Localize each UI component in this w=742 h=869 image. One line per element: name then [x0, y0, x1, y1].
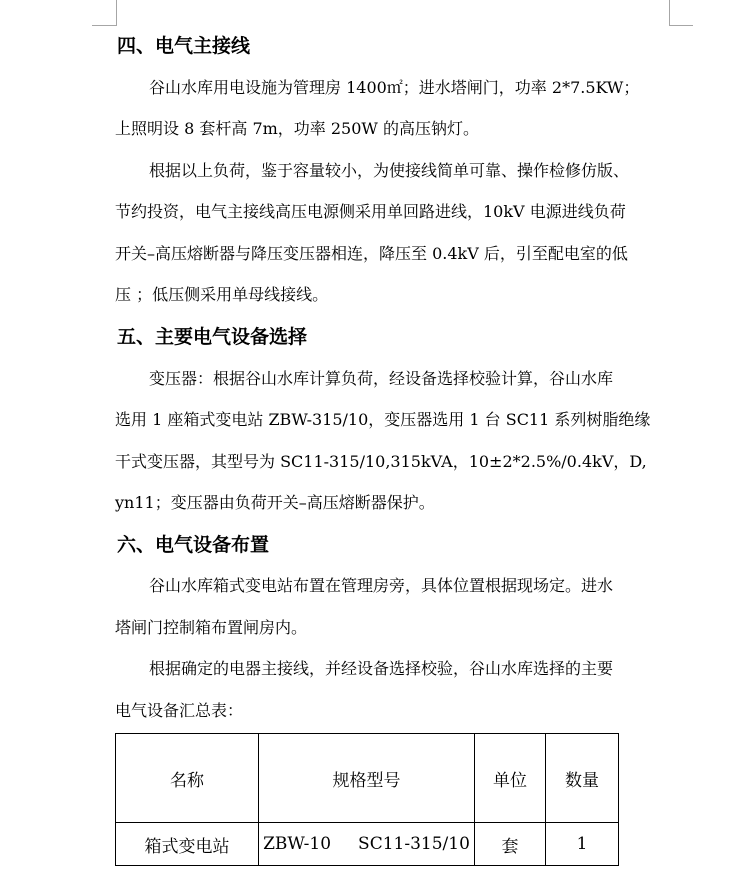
- table-header-row: [116, 734, 619, 823]
- paragraph-line: 电气设备汇总表：: [115, 701, 244, 720]
- table-header-cell-unit: 单位: [475, 734, 546, 823]
- section-heading-equipment-layout: 六、电气设备布置: [117, 534, 270, 556]
- table-cell-name: 箱式变电站: [116, 823, 259, 866]
- paragraph-line: 上照明设 8 套杆高 7m，功率 250W 的高压钠灯。: [115, 119, 479, 138]
- table-cell-spec: ZBW-10 SC11-315/10: [259, 823, 475, 866]
- table-header-cell-spec: 规格型号: [259, 734, 475, 823]
- paragraph-line: 选用 1 座箱式变电站 ZBW-315/10，变压器选用 1 台 SC11 系列树脂绝缘: [115, 410, 651, 429]
- margin-mark-top-right-horizontal: [669, 25, 693, 26]
- paragraph-line: 干式变压器，其型号为 SC11-315/10,315kVA，10±2*2.5%/0.4kV，D,: [115, 452, 647, 471]
- paragraph-line: 开关–高压熔断器与降压变压器相连，降压至 0.4kV 后，引至配电室的低: [115, 244, 628, 263]
- section-heading-main-wiring: 四、电气主接线: [117, 35, 251, 57]
- table-header-cell-name: 名称: [116, 734, 259, 823]
- table-header-cell-quantity: 数量: [546, 734, 619, 823]
- table-cell-quantity: 1: [546, 823, 619, 866]
- section-heading-equipment-selection: 五、主要电气设备选择: [117, 326, 308, 348]
- paragraph-line: 根据确定的电器主接线，并经设备选择校验，谷山水库选择的主要: [149, 659, 614, 678]
- table-cell-unit: 套: [475, 823, 546, 866]
- paragraph-line: 塔闸门控制箱布置闸房内。: [115, 618, 308, 637]
- paragraph-line: yn11；变压器由负荷开关–高压熔断器保护。: [115, 493, 435, 512]
- paragraph-line: 压 ；低压侧采用单母线接线。: [115, 285, 329, 304]
- paragraph-line: 节约投资，电气主接线高压电源侧采用单回路进线，10kV 电源进线负荷: [115, 202, 626, 221]
- equipment-summary-table: [115, 733, 619, 866]
- paragraph-line: 变压器：根据谷山水库计算负荷，经设备选择校验计算，谷山水库: [149, 369, 614, 388]
- margin-mark-top-left-horizontal: [92, 25, 117, 26]
- paragraph-line: 谷山水库箱式变电站布置在管理房旁，具体位置根据现场定。进水: [149, 576, 614, 595]
- margin-mark-top-right-vertical: [669, 0, 670, 26]
- paragraph-line: 根据以上负荷，鉴于容量较小，为使接线简单可靠、操作检修仿版、: [149, 161, 630, 180]
- margin-mark-top-left-vertical: [116, 0, 117, 26]
- table-row: [116, 823, 619, 866]
- paragraph-line: 谷山水库用电设施为管理房 1400㎡；进水塔闸门，功率 2*7.5KW；: [149, 78, 640, 97]
